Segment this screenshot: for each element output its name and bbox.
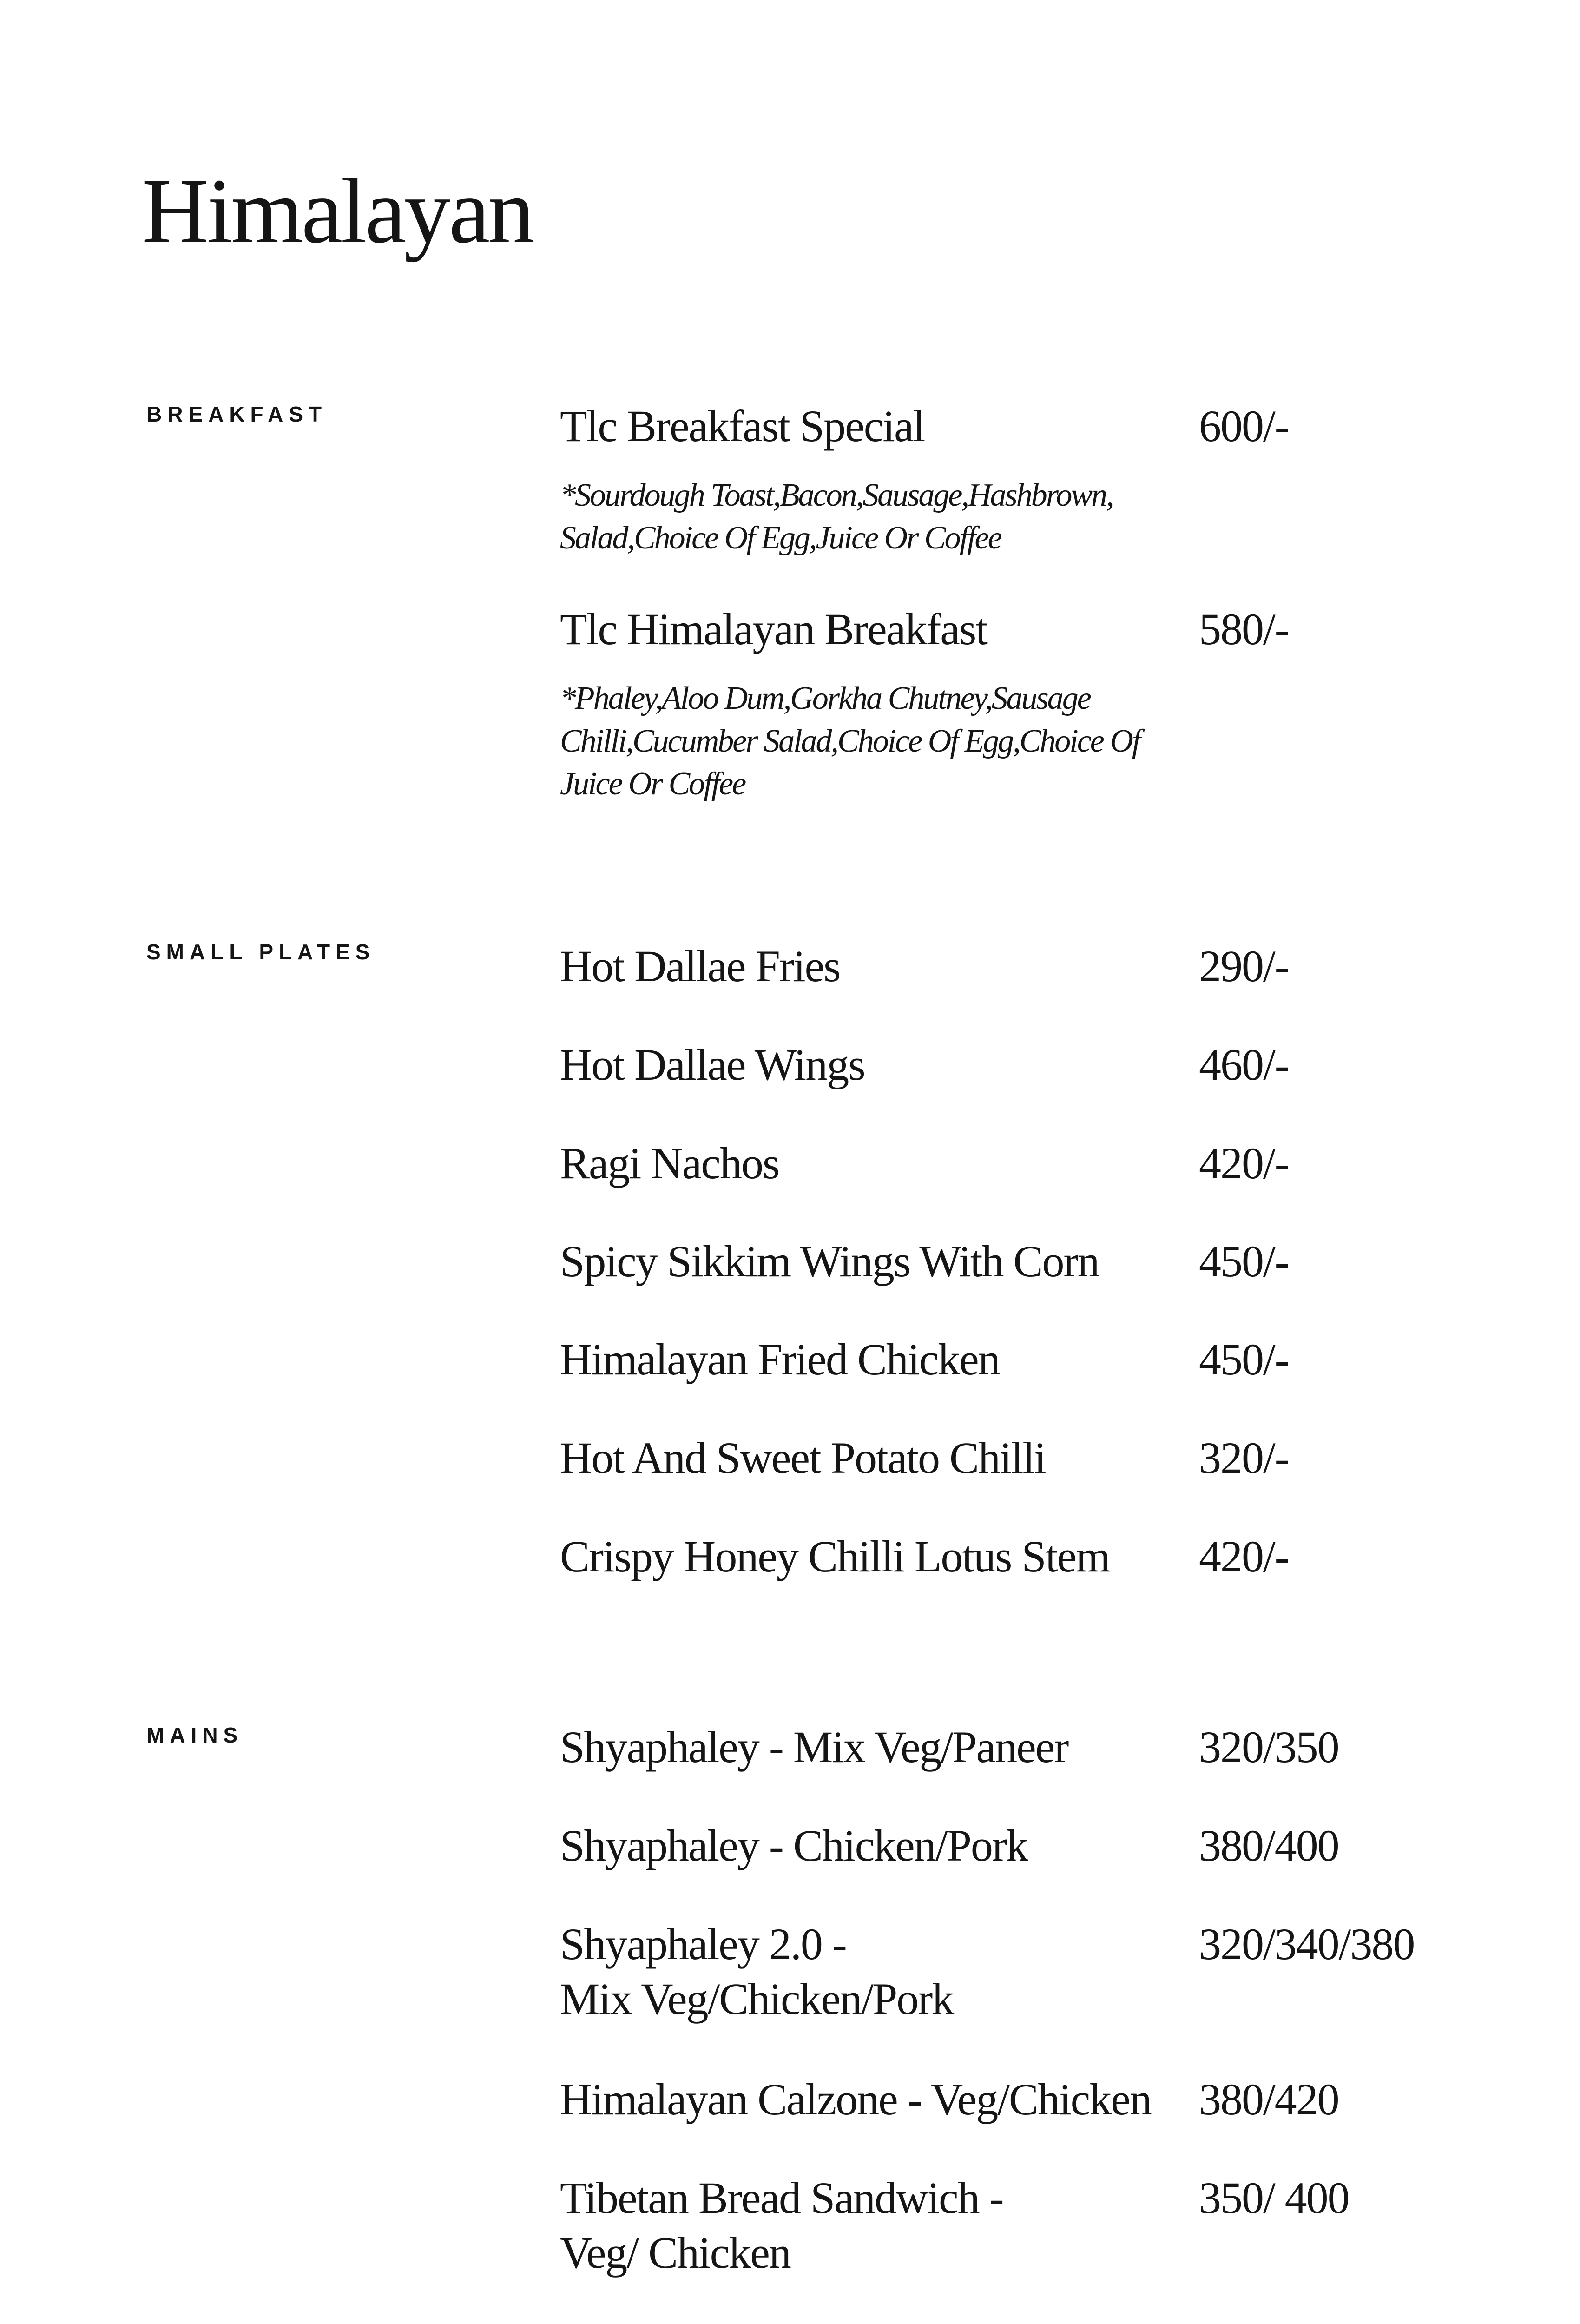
menu-item-name: Spicy Sikkim Wings With Corn	[560, 1236, 1099, 1286]
menu-item-name: Tlc Breakfast Special	[560, 401, 925, 451]
menu-item-name: Hot Dallae Fries	[560, 941, 840, 991]
menu-item-price: 380/420	[1199, 2074, 1339, 2124]
menu-title: Himalayan	[142, 160, 533, 263]
menu-item-price: 460/-	[1199, 1040, 1289, 1089]
section-label-small-plates: SMALL PLATES	[146, 940, 375, 964]
menu-item-price: 450/-	[1199, 1236, 1289, 1286]
section-label-breakfast: BREAKFAST	[146, 402, 328, 426]
menu-item-price: 320/-	[1199, 1433, 1289, 1483]
menu-item-price: 450/-	[1199, 1334, 1289, 1384]
menu-item-name: Himalayan Calzone - Veg/Chicken	[560, 2074, 1151, 2124]
menu-item-name: Shyaphaley - Chicken/Pork	[560, 1821, 1027, 1870]
menu-item-price: 320/340/380	[1199, 1919, 1415, 1969]
menu-item-price: 290/-	[1199, 941, 1289, 991]
menu-item-description: *Phaley,Aloo Dum,Gorkha Chutney,Sausage Chilli,Cucumber Salad,Choice Of Egg,Choice Of Juice Or Coffee	[560, 680, 1140, 802]
menu-item-price: 600/-	[1199, 401, 1289, 451]
menu-item-name: Crispy Honey Chilli Lotus Stem	[560, 1532, 1110, 1581]
section-label-mains: MAINS	[146, 1723, 244, 1747]
menu-item-price: 380/400	[1199, 1821, 1339, 1870]
menu-item-price: 580/-	[1199, 604, 1289, 654]
menu-item-name: Himalayan Fried Chicken	[560, 1334, 1000, 1384]
menu-item-name: Tlc Himalayan Breakfast	[560, 604, 987, 654]
menu-item-name: Tibetan Bread Sandwich - Veg/ Chicken	[560, 2173, 1003, 2278]
menu-item-price: 420/-	[1199, 1532, 1289, 1581]
menu-item-price: 350/ 400	[1199, 2173, 1349, 2223]
menu-item-name: Ragi Nachos	[560, 1138, 779, 1188]
menu-item-description: *Sourdough Toast,Bacon,Sausage,Hashbrown, Salad,Choice Of Egg,Juice Or Coffee	[560, 477, 1113, 556]
menu-item-name: Shyaphaley - Mix Veg/Paneer	[560, 1722, 1068, 1772]
menu-item-name: Hot And Sweet Potato Chilli	[560, 1433, 1046, 1483]
menu-item-price: 420/-	[1199, 1138, 1289, 1188]
menu-item-price: 320/350	[1199, 1722, 1339, 1772]
menu-item-name: Hot Dallae Wings	[560, 1040, 865, 1089]
menu-item-name: Shyaphaley 2.0 - Mix Veg/Chicken/Pork	[560, 1919, 954, 2024]
